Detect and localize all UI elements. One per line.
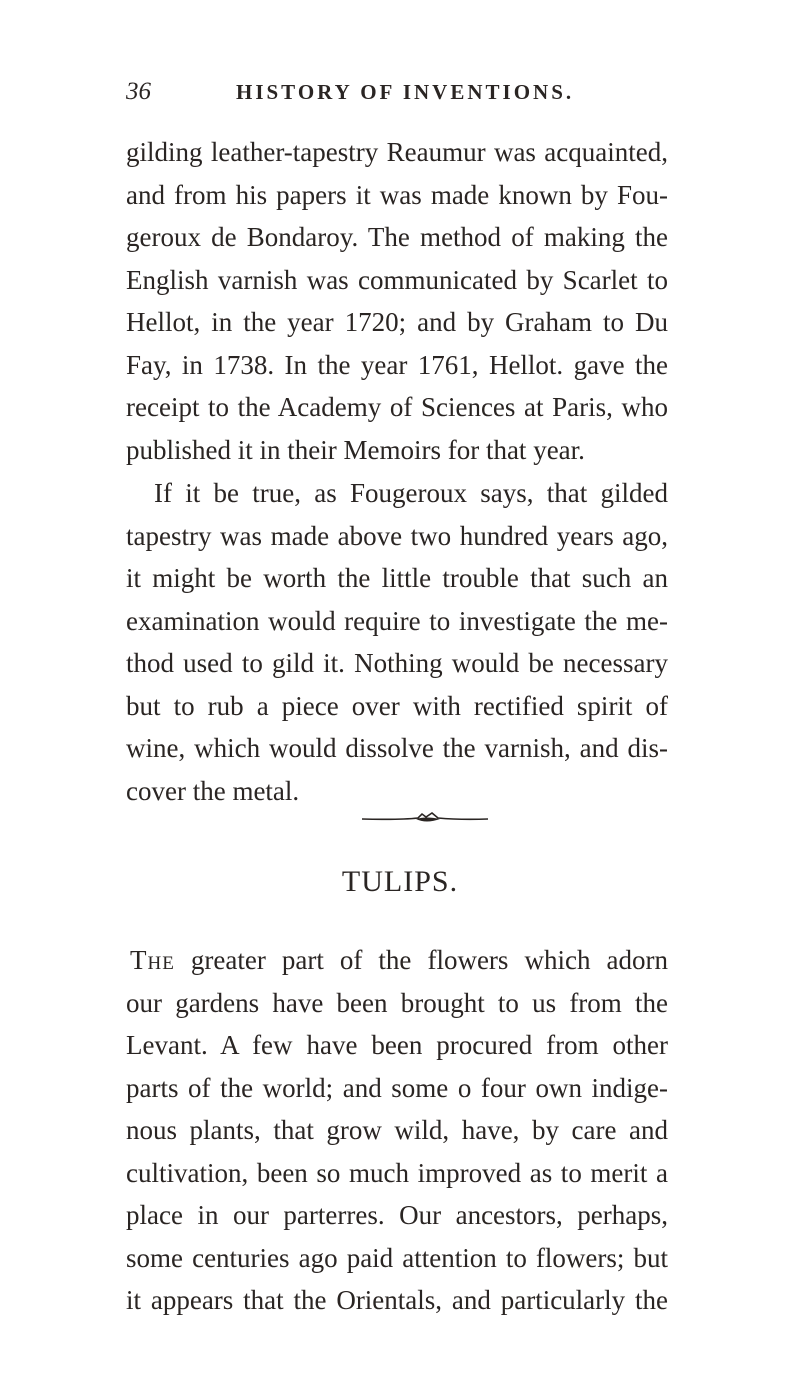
- text-line: English varnish was communicated by Scarlet to: [126, 264, 668, 295]
- text-line: geroux de Bondaroy. The method of making the: [126, 222, 668, 252]
- text-line: it might be worth the little trouble that such an: [126, 563, 668, 593]
- text-line: tapestry was made above two hundred years ago,: [126, 520, 668, 551]
- text-line: parts of the world; and some o four own indige-: [126, 1072, 668, 1103]
- text-line: nous plants, that grow wild, have, by care and: [126, 1115, 668, 1145]
- text-line: it appears that the Orientals, and particularly the: [126, 1285, 668, 1315]
- page-number: 36: [126, 78, 151, 105]
- text-line: Hellot, in the year 1720; and by Graham to Du: [126, 307, 668, 337]
- text-line: If it be true, as Fougeroux says, that gilded: [154, 478, 668, 508]
- running-head: [126, 72, 666, 112]
- text-line: [126, 939, 668, 982]
- section-heading-tulips: TULIPS.: [341, 865, 459, 898]
- text-line: thod used to gild it. Nothing would be necessary: [126, 648, 668, 678]
- text-line: our gardens have been brought to us from the: [126, 987, 668, 1018]
- paragraph-gilded-tapestry: [126, 472, 668, 812]
- text-line: receipt to the Academy of Sciences at Paris, who: [126, 392, 668, 422]
- paragraph-varnish-history: [126, 131, 668, 471]
- text-line: published it in their Memoirs for that year.: [126, 434, 585, 465]
- paragraph-tulips: [126, 939, 668, 1322]
- text-line: Fay, in 1738. In the year 1761, Hellot. gave the: [126, 349, 668, 380]
- text-line: Levant. A few have been procured from other: [126, 1030, 668, 1060]
- text-line: but to rub a piece over with rectified spirit of: [126, 690, 668, 721]
- text-line: place in our parterres. Our ancestors, perhaps,: [126, 1200, 668, 1230]
- drop-word: The: [130, 945, 175, 975]
- text-line: gilding leather-tapestry Reaumur was acquainted,: [126, 137, 668, 167]
- running-title: HISTORY OF INVENTIONS.: [236, 80, 575, 104]
- first-line-text: greater part of the flowers which adorn: [174, 945, 668, 975]
- text-line: and from his papers it was made known by Fou-: [126, 179, 668, 210]
- text-line: cover the metal.: [126, 775, 300, 806]
- ornamental-divider: [360, 812, 490, 826]
- text-line: examination would require to investigate the me-: [126, 605, 668, 636]
- text-line: wine, which would dissolve the varnish, and dis-: [126, 733, 668, 763]
- text-line: some centuries ago paid attention to flowers; but: [126, 1242, 668, 1273]
- text-line: cultivation, been so much improved as to merit a: [126, 1157, 668, 1188]
